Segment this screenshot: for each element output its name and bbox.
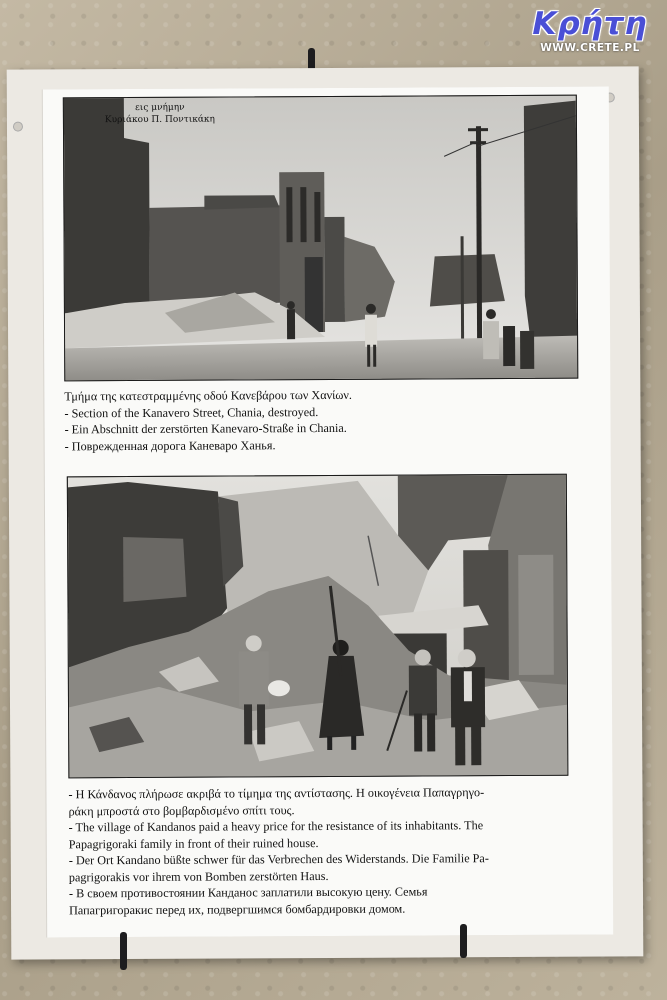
caption-family-line: - В своем противостоянии Канданос заплатили высокую цену. Семья (68, 884, 428, 901)
pin-top-left (13, 122, 23, 132)
caption-family-line: - Η Κάνδανος πλήρωσε ακριβά το τίμημα της αντίστασης. Η οικογένεια Παπαγρηγο- (68, 785, 485, 802)
caption-family (68, 784, 599, 919)
photo-inscription (80, 101, 240, 126)
caption-street-line: - Поврежденная дорога Каневаро Ханья. (64, 437, 276, 453)
caption-family-line: - Der Ort Kandano büßte schwer für das Verbrechen des Widerstands. Die Familie Pa- (68, 851, 489, 868)
caption-street-line: - Ein Abschnitt der zerstörten Kanevaro-Straße in Chania. (64, 420, 347, 437)
family-scene (68, 475, 568, 778)
caption-family-line: pagrigorakis vor ihrem von Bomben zerstörten Haus. (68, 868, 329, 884)
watermark (525, 6, 655, 54)
caption-family-line: - The village of Kandanos paid a heavy price for the resistance of its inhabitants. The (68, 818, 484, 835)
watermark-title: Κρήτη (532, 6, 648, 42)
caption-family-line: Папагригоракис перед их, подвергшимся бомбардировки домом. (69, 901, 406, 917)
inscription-line-2: Κυριάκου Π. Ποντικάκη (104, 114, 215, 126)
photo-board (43, 87, 613, 938)
watermark-url: WWW.CRETE.PL (540, 42, 640, 54)
inscription-line-1: εις μνήμην (135, 102, 185, 113)
caption-street-line: - Section of the Kanavero Street, Chania, destroyed. (64, 404, 319, 420)
display-sheet (7, 66, 644, 959)
photo-destroyed-street (63, 95, 578, 382)
caption-family-line: ράκη μπροστά στο βομβαρδισμένο σπίτι τους. (68, 802, 295, 818)
caption-street (64, 386, 584, 455)
bottom-clip-right (460, 924, 467, 958)
caption-street-line: Τμήμα της κατεστραμμένης οδού Κανεβάρου των Χανίων. (64, 387, 352, 404)
street-scene (64, 96, 577, 381)
photo-ruined-house-family (67, 474, 569, 779)
bottom-clip-left (120, 932, 127, 970)
caption-family-line: Papagrigoraki family in front of their ruined house. (68, 835, 319, 851)
